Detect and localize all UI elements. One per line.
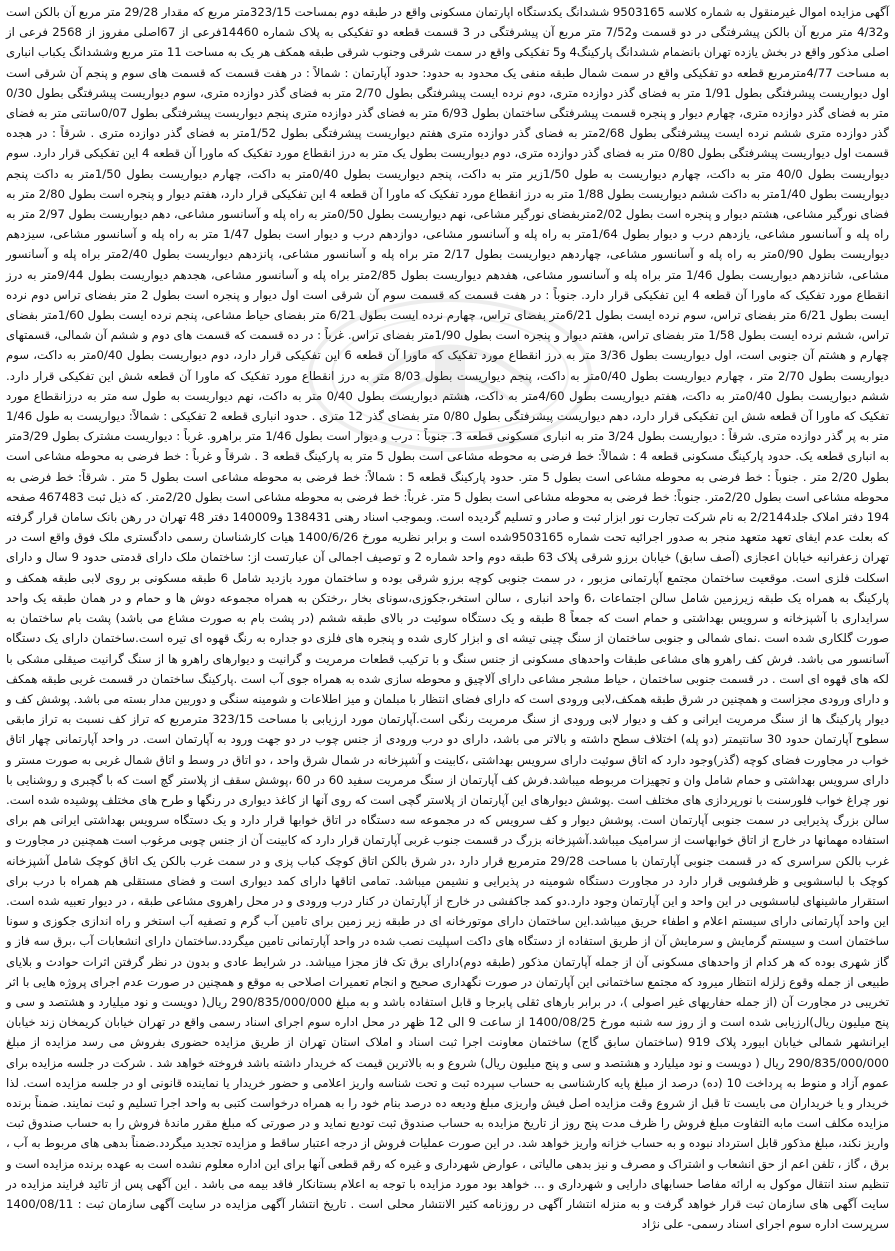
auction-notice-text: آگهی مزایده اموال غیرمنقول به شماره کلاسه 9503165 ششدانگ یکدستگاه اپارتمان مسکونی واقع در طبقه دوم بمساحت 323/15متر مربع که مقدار 29/28 متر مربع آن بالکن است و4/32 متر مربع آن بالکن پیشرفتگی در دو قسمت و7/52 متر مربع آن پیشرفتگی در 3 قسمت قطعه دو تفکیکی به پلاک شماره 14460فرعی از 67اصلی مفروز از 2568 فرعی از اصلی مذکور واقع در بخش یازده تهران بانضمام ششدانگ پارکینگ4 و5 تفکیکی واقع در سمت شرقی وجنوب شرقی طبقه همکف هر یک به مساحت 11 متر مربع وششدانگ یکباب انباری به مساحت 4/77مترمربع قطعه دو تفکیکی واقع در سمت شمال طبقه منفی یک محدود به حدود: حدود آپارتمان : شمالاً : در هفت قسمت که قسمت های سوم و پنجم آن شرقی است اول دیواریست پیشرفتگی بطول 1/91 متر به فضای گذر دوازده متری، دوم نرده ایست پیشرفتگی بطول 2/70 متر به فضای گذر دوازده متری، سوم دیواریست پیشرفتگی بطول 0/30 متر به فضای گذر دوازده متری، چهارم دیوار و پنجره قسمت پیشرفتگی ساختمان بطول 6/93 متر به فضای گذر دوازده متری پنجم دیواریست پیشرفتگی بطول 0/07سانتی متر به فضای گذر دوازده متری ششم نرده ایست پیشرفتگی بطول 2/68متر به فضای گذر دوازده متری هفتم دیواریست پیشرفتگی بطول 1/52متر به فضای گذر دوازده متری . شرقاً : در هجده قسمت اول دیواریست پیشرفتگی بطول 0/80 متر به فضای گذر دوازده متری، دوم دیواریست بطول یک متر به درز انقطاع مورد تفکیک که ماورا آن قطعه 4 این تفکیکی قرار دارد. سوم دیواریست بطول 40/0 متر به داکت، چهارم دیواریست به طول 1/50زیر متر به داکت، پنجم دیواریست بطول 0/40متر به داکت، چهارم دیواریست بطول 1/50متر به داکت پنجم دیواریست بطول 1/40متر به داکت ششم دیواریست بطول 1/88 متر به درز انقطاع مورد تفکیک که ماورا آن قطعه 4 این تفکیکی قرار دارد، هفتم دیوار و پنجره است بطول 2/80 متر به فضای نورگیر مشاعی، هشتم دیوار و پنجره است بطول 2/02متربفضای نورگیر مشاعی، نهم دیواریست بطول 0/50متر به راه پله و آسانسور مشاعی، دهم دیواریست بطول 2/97 متر به راه پله و آسانسور مشاعی، یازدهم درب و دیوار بطول 1/64متر به راه پله و آسانسور مشاعی، دوازدهم درب و دیوار است بطول 1/47 متر به راه پله و آسانسور مشاعی، سیزدهم دیواریست بطول 0/90متر به راه پله و آسانسور مشاعی، چهاردهم دیواریست بطول 2/17 متر براه پله و آسانسور مشاعی، پانزدهم دیواریست بطول 2/40متر براه پله و آسانسور مشاعی، شانزدهم دیواریست بطول 1/46 متر براه پله و آسانسور مشاعی، هفدهم دیواریست بطول 2/85متر براه پله و آسانسور مشاعی، هجدهم دیواریست بطول 9/44متر به درز انقطاع مورد تفکیک که ماورا آن قطعه 4 این تفکیکی قرار دارد. جنوباً : در هفت قسمت که قسمت سوم آن شرقی است اول دیوار و پنجره است بطول 2 متر بفضای تراس دوم نرده ایست بطول 6/21 متر بفضای تراس، سوم نرده ایست بطول 6/21متر بفضای تراس، چهارم نرده ایست بطول 6/21 متر بفضای حیاط مشاعی، پنجم نرده ایست بطول 1/60متر بفضای تراس، ششم نرده ایست بطول 1/58 متر بفضای تراس، هفتم دیوار و پنجره است بطول 1/90متر بفضای تراس. غرباً : در ده قسمت که قسمت های دوم و ششم آن شمالی، قسمتهای چهارم و هشتم آن جنوبی است، اول دیواریست بطول 3/36 متر به درز انقطاع مورد تفکیک که ماورا آن قطعه 6 این تفکیکی قرار دارد، دوم دیواریست بطول 0/40متر به داکت، سوم دیواریست بطول 2/70 متر ، چهارم دیواریست بطول 0/40متر به داکت، پنجم دیواریست بطول 8/03 متر به درز انقطاع مورد تفکیک که ماورا آن قطعه شش این تفکیکی قرار دارد. ششم دیواریست بطول 0/40متر به داکت، هفتم دیواریست بطول 4/60متر به داکت، هشتم دیواریست بطول 0/40 متر به داکت، نهم دیواریست به طول سه متر به درزانقطاع مورد تفکیک که ماورا آن قطعه شش این تفکیکی قرار دارد، دهم دیواریست پیشرفتگی بطول 0/80 متر بفضای گذر 12 متری . حدود انباری قطعه 2 تفکیکی : شمالاً: دیواریست به طول 1/46 متر به پر گذر دوازده متری. شرقاً : دیواریست بطول 3/24 متر به انباری مسکونی قطعه 3. جنوباً : درب و دیوار است بطول 1/46 متر براهرو. غرباً : دیواریست مشترک بطول 3/29متر به انباری قطعه یک. حدود پارکینگ مسکونی قطعه 4 : شمالاً: خط فرضی به محوطه مشاعی است بطول 5 متر به پارکینگ قطعه 3 . شرقاً و غرباً : خط فرضی به محوطه مشاعی است بطول 2/20 متر . جنوباً : خط فرضی به محوطه مشاعی است بطول 5 متر. حدود پارکینگ قطعه 5 : شمالاً: خط فرضی به محوطه مشاعی است بطول 5 متر . شرقاً: خط فرضی به محوطه مشاعی است بطول 2/20متر. جنوباً: خط فرضی به محوطه مشاعی است بطول 5 متر. غرباً: خط فرضی به محوطه مشاعی است بطول 2/20متر. که ذیل ثبت 467483 صفحه 194 دفتر املاک جلد2/2144 به نام شرکت تجارت نور ابزار ثبت و صادر و تسلیم گردیده است. وبموجب اسناد رهنی 138431 و140009 دفتر 48 تهران در رهن بانک سامان قرار گرفته که بعلت عدم ایفای تعهد متعهد منجر به صدور اجرائیه تحت شماره 9503165شده است و برابر نظریه مورخ 1400/6/26 هیات کارشناسان رسمی دادگستری ملک فوق واقع است در تهران زعفرانیه خیابان اعجازی (آصف سابق) خیابان برزو شرقی پلاک 63 طبقه دوم واحد شماره 2 و توصیف اجمالی آن عبارتست از: ساختمان ملک دارای قدمتی حدود 9 سال و دارای اسکلت فلزی است. موقعیت ساختمان مجتمع آپارتمانی مزبور ، در سمت جنوبی کوچه برزو شرقی بوده و ساختمان مورد بازدید شامل 6 طبقه مسکونی بر روی لابی طبقه همکف و پارکینگ به همراه یک طبقه زیرزمین شامل سالن اجتماعات ،6 واحد انباری ، سالن استخر،جکوزی،سونای بخار ،رختکن به همراه مجموعه دوش ها و حمام و در همان طبقه یک واحد سرایداری با آشپزخانه و سرویس بهداشتی و حمام است که جمعاً 8 طبقه و یک دستگاه سوئیت در بالای طبقه ششم (در پشت بام به صورت مشاع می باشد) پشت بام ساختمان به صورت گلکاری شده است .نمای شمالی و جنوبی ساختمان از سنگ چینی تیشه ای و ابزار کاری شده و پنجره های فلزی دو جداره به رنگ قهوه ای تیره است.ساختمان دارای یک دستگاه آسانسور می باشد. فرش کف راهرو های مشاعی طبقات واحدهای مسکونی از جنس سنگ و با ترکیب قطعات مرمریت و گرانیت و دیوارهای راهرو ها از سنگ گرانیت صیقلی مشکی با لکه های قهوه ای است . در قسمت جنوبی ساختمان ، حیاط مشجر مشاعی دارای آلاچیق و محوطه سازی شده به همراه جوی آب است .پارکینگ ساختمان در قسمت غربی طبقه همکف و دارای ورودی مجزاست و همچنین در شرق طبقه همکف،لابی ورودی است که دارای فضای انتظار با مبلمان و میز اطلاعات و شومینه سنگی و دوربین مدار بسته می باشد. پوشش کف و دیوار پارکینگ ها از سنگ مرمریت ایرانی و کف و دیوار لابی ورودی از سنگ مرمریت رنگی است.آپارتمان مورد ارزیابی با مساحت 323/15 مترمربع که تراز کف نسبت به تراز مابقی سطوح آپارتمان حدود 30 سانتیمتر (دو پله) اختلاف سطح داشته و بالاتر می باشد، دارای دو درب ورودی از جنس چوب در دو جهت ورود به آپارتمان است. در واحد آپارتمانی چهار اتاق خواب در مجاورت فضای کوچه (گذر)وجود دارد که اتاق سوئیت دارای سرویس بهداشتی ،کابینت و آشپزخانه در شمال شرق واحد ، دو اتاق در وسط و اتاق شمال غربی به صورت مستر و دارای سرویس بهداشتی و حمام شامل وان و تجهیزات مربوطه میباشد.فرش کف آپارتمان از سنگ مرمریت سفید 60 در 60 ،پوشش سقف از پلاستر گچ است که با گچبری و روشنایی با نور چراغ خواب فلورسنت با نورپردازی های مختلف است .پوشش دیوارهای این آپارتمان از پلاستر گچی است که روی آنها از کاغذ دیواری در رنگها و طرح های مختلف پوشیده شده است. سالن بزرگ پذیرایی در سمت جنوبی آپارتمان است. پوشش دیوار و کف سرویس که در مجموعه سه دستگاه در اتاق خوابها قرار دارد و یک دستگاه سرویس بهداشتی ایرانی هم برای استفاده مهمانها در خارج از اتاق خوابهاست از سرامیک میباشد.آشپزخانه بزرگ در قسمت جنوب غربی آپارتمان قرار دارد که کابینت آن از جنس چوبی مرغوب است همچنین در مجاورت و غرب بالکن سراسری که در قسمت جنوبی آپارتمان با مساحت 29/28 مترمربع قرار دارد ،در شرق بالکن اتاق کوچک کباب پزی و در سمت غرب بالکن یک اتاق کوچک شامل آشپزخانه کوچک با لباسشویی و ظرفشویی قرار دارد در مجاورت دستگاه شومینه در پذیرایی و نشیمن میباشد. تمامی اتاقها دارای کمد دیواری است و فضای مستقلی هم همراه با درب برای استقرار ماشینهای لباسشویی در این واحد و این آپارتمان وجود دارد.دو کمد جاکفشی در خارج از آپارتمان در کنار درب ورودی و در محل راهروی مشاعی طبقه ، در دیوار تعبیه شده است. این واحد آپارتمانی دارای سیستم اعلام و اطفاء حریق میباشد.این ساختمان دارای موتورخانه ای در طبقه زیر زمین برای تامین آب گرم و تصفیه آب استخر و راه اندازی جکوزی و سونا ساختمان است و سیستم گرمایش و سرمایش آن از طریق استفاده از دستگاه های داکت اسپلیت نصب شده در واحد آپارتمانی تامین میگردد.ساختمان دارای انشعابات آب ،برق سه فاز و گاز شهری بوده که هر کدام از واحدهای مسکونی آن از جمله آپارتمان مذکور (طبقه دوم)دارای برق تک فاز مجزا میباشد. در شرایط عادی و بدون در نظر گرفتن اثرات حوادث و بلایای طبیعی از جمله وقوع زلزله انتظار میرود که مجتمع ساختمانی این آپارتمان در صورت نگهداری صحیح و انجام تعمیرات اصلاحی به موقع و همچنین در صورت عدم اجرای پروژه هایی با اثر تخریبی در مجاورت آن (از جمله حفاریهای غیر اصولی )، در برابر بارهای ثقلی پابرجا و قابل استفاده باشد و به مبلغ 290/835/000/000 ریال( دویست و نود میلیارد و هشتصد و سی و پنج میلیون ریال)ارزیابی شده است و از روز سه شنبه مورخ 1400/08/25 از ساعت 9 الی 12 ظهر در محل اداره سوم اجرای اسناد رسمی واقع در تهران خیابان کریمخان زند خیابان ایرانشهر شمالی خیابان ابیورد پلاک 919 (ساختمان سابق گاج) ساختمان معاونت اجرا ثبت اسناد و املاک استان تهران از طریق مزایده حضوری بفروش می رسد مزایده از مبلغ 290/835/000/000 ریال ( دویست و نود میلیارد و هشتصد و سی و پنج میلیون ریال) شروع و به بالاترین قیمت که خریدار داشته باشد فروخته خواهد شد . شرکت در جلسه مزایده برای عموم آزاد و منوط به پرداخت 10 (ده) درصد از مبلغ پایه کارشناسی به حساب سپرده ثبت و تحت شناسه واریز اعلامی و حضور خریدار یا نماینده قانونی او در جلسه مزایده است. لذا خریدار و یا خریداران می بایست تا قبل از شروع وقت مزایده اصل فیش واریزی مبلغ ودیعه ده درصد بنام خود را به همراه درخواست کتبی به واحد اجرا تسلیم و ثبت نمایند. ضمناً برنده مزایده مکلف است مابه التفاوت مبلغ فروش را ظرف مدت پنج روز از تاریخ مزایده به حساب صندوق ثبت تودیع نماید و در صورتی که مبلغ مقرر ماندهٔ فروش را به حساب صندوق ثبت واریز نکند، مبلغ مذکور قابل استرداد نبوده و به حساب خزانه واریز خواهد شد. در این صورت عملیات فروش از درجه اعتبار ساقط و مزایده تجدید میگردد.ضمناً بدهی های مربوط به آب ، برق ، گاز ، تلفن اعم از حق انشعاب و اشتراک و مصرف و نیز بدهی مالیاتی ، عوارض شهرداری و غیره که رقم قطعی آنها برای این اداره معلوم نشده است به عهده برنده مزایده است و تنظیم سند انتقال موکول به ارائه مفاصا حسابهای دارایی و شهرداری و ... خواهد بود مورد مزایده با توجه به اعلام بستانکار فاقد بیمه می باشد . این آگهی پس از تائید فرایند مزایده در سایت آگهی های سازمان ثبت قرار خواهد گرفت و به منزله انتشار آگهی در روزنامه کثیر الانتشار محلی است . تاریخ انتشار آگهی مزایده در سایت آگهی سازمان ثبت : 1400/08/11 سرپرست اداره سوم اجرای اسناد رسمی- علی نژاد <box>6 5 890 1232</box>
